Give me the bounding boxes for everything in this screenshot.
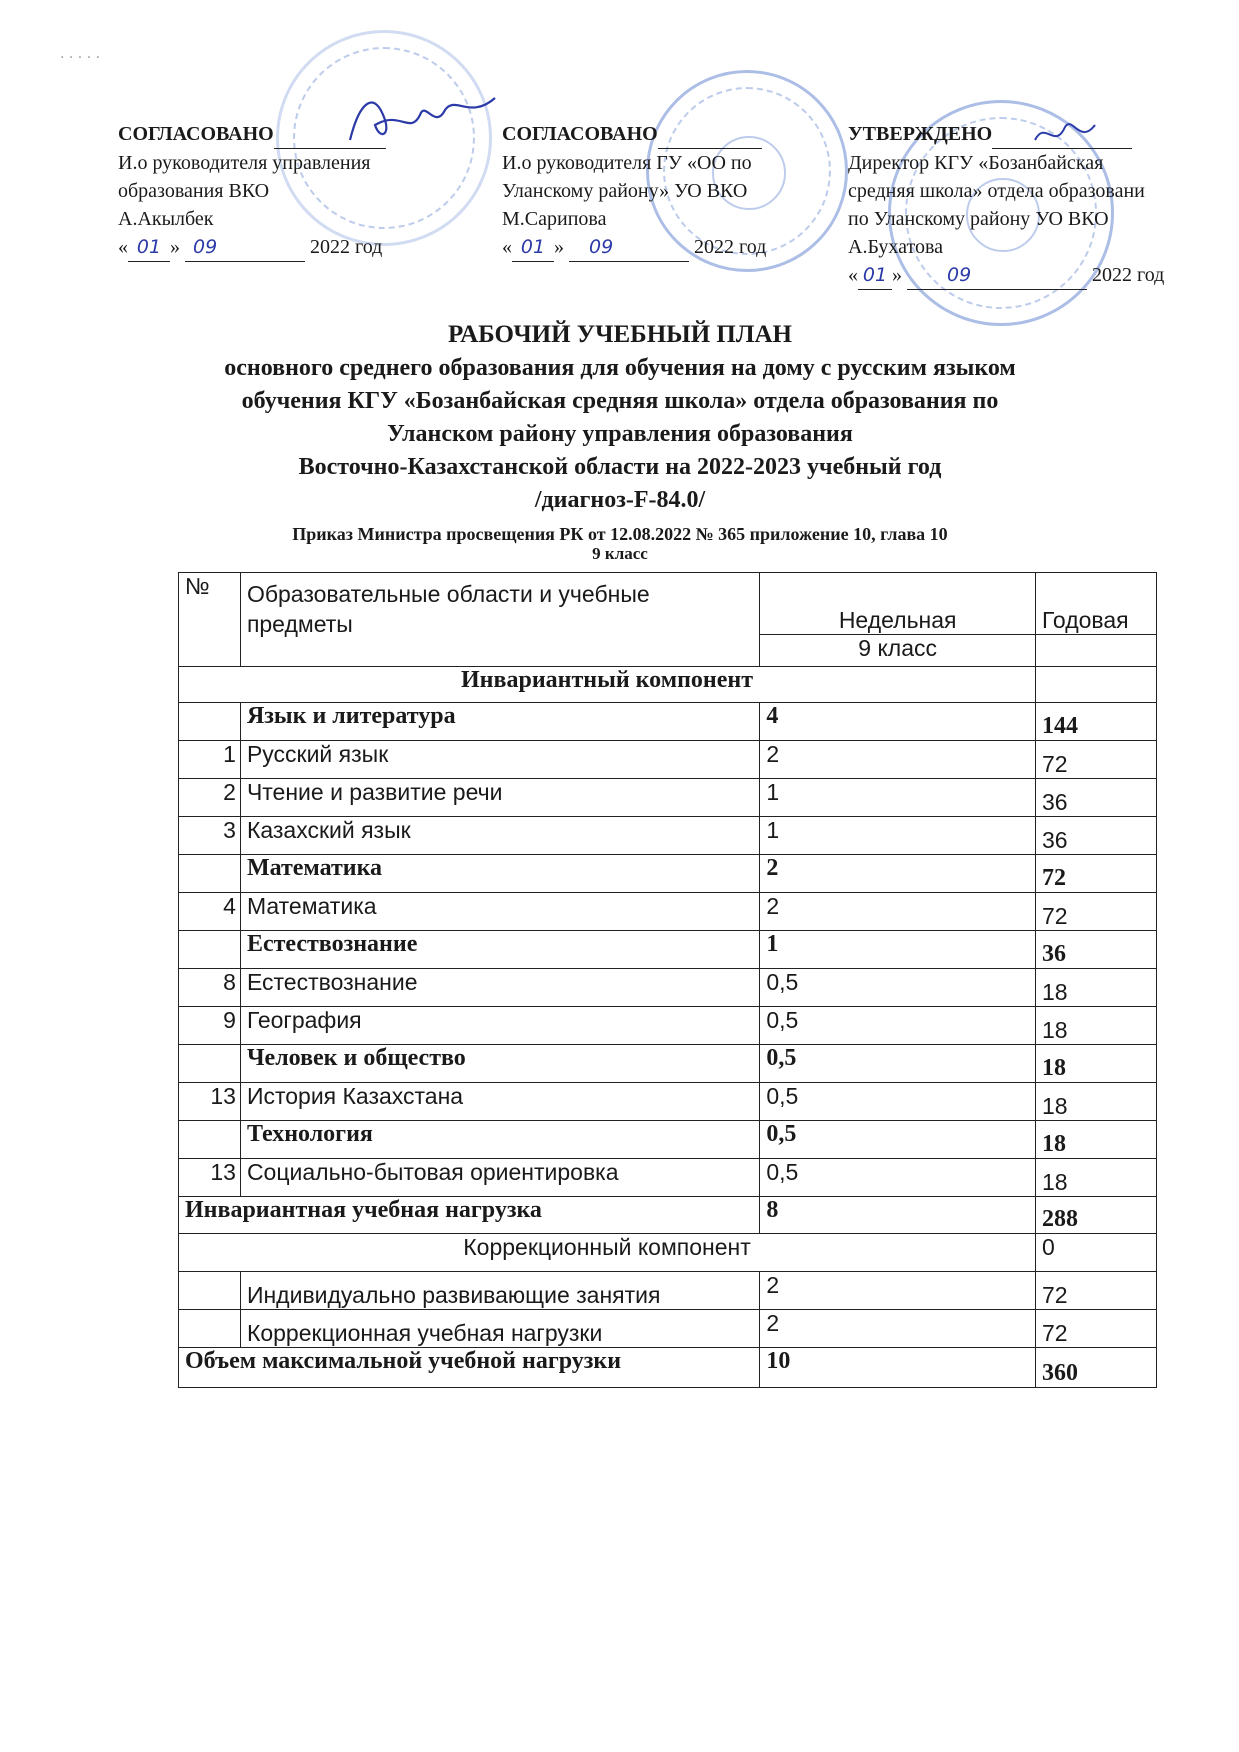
approval-heading: СОГЛАСОВАНО [502,123,658,145]
annual-value: 36 [1036,779,1157,817]
subject-name: Естествознание [240,969,759,1007]
table-row [179,1159,1157,1197]
row-number: 8 [179,969,241,1007]
approval-line: по Уланскому району УО ВКО [848,208,1109,230]
diagnosis-line: /диагноз-F-84.0/ [534,487,706,513]
date-month: 09 [907,261,1087,290]
approval-heading: УТВЕРЖДЕНО [848,123,993,145]
subject-name: История Казахстана [240,1083,759,1121]
row-number: 4 [179,893,241,931]
row-number: 13 [179,1083,241,1121]
table-row [179,1272,1157,1310]
subject-name: Казахский язык [240,817,759,855]
document-title: РАБОЧИЙ УЧЕБНЫЙ ПЛАН [448,321,792,348]
approval-block-2 [502,120,842,262]
weekly-value: 2 [760,1272,1036,1310]
table-row [179,969,1157,1007]
subject-area-name: Естествознание [240,931,759,969]
weekly-value: 0,5 [760,1083,1036,1121]
row-number [179,931,241,969]
weekly-value: 1 [760,817,1036,855]
header-grade: 9 класс [760,635,1036,667]
approval-block-3 [848,120,1228,290]
subject-area-name: Технология [240,1121,759,1159]
row-number: 3 [179,817,241,855]
title-line: Восточно-Казахстанской области на 2022-2023 учебный год [298,454,942,480]
row-number [179,703,241,741]
subject-name: География [240,1007,759,1045]
approval-line: И.о руководителя ГУ «ОО по [502,152,752,174]
weekly-value: 0,5 [760,969,1036,1007]
max-total-row [179,1348,1157,1388]
approval-block-1 [118,120,458,262]
weekly-value: 0,5 [760,1045,1036,1083]
table-row [179,893,1157,931]
subject-area-row [179,855,1157,893]
date-year: 2022 год [1092,264,1165,286]
invariant-total-weekly: 8 [760,1197,1036,1234]
row-number [179,1045,241,1083]
correction-row [179,1234,1157,1272]
max-total-annual: 360 [1036,1348,1157,1388]
annual-value: 18 [1036,1121,1157,1159]
annual-value: 72 [1036,741,1157,779]
subject-area-row [179,1045,1157,1083]
table-row [179,817,1157,855]
table-row [179,779,1157,817]
annual-value: 144 [1036,703,1157,741]
subject-area-name: Человек и общество [240,1045,759,1083]
title-line: Уланском району управления образования [387,421,853,447]
weekly-value: 1 [760,931,1036,969]
weekly-value: 0,5 [760,1121,1036,1159]
annual-value: 18 [1036,1045,1157,1083]
subject-name: Индивидуально развивающие занятия [240,1272,759,1310]
scan-artifact: · · · · · [60,50,101,66]
weekly-value: 0,5 [760,1007,1036,1045]
weekly-value: 0,5 [760,1159,1036,1197]
approval-date: « 01 » 09 2022 год [118,233,458,262]
annual-value: 72 [1036,893,1157,931]
row-number: 13 [179,1159,241,1197]
subject-area-row [179,931,1157,969]
curriculum-table [178,572,1157,1388]
header-weekly: Недельная [760,573,1036,635]
weekly-value: 2 [760,855,1036,893]
table-row [179,1007,1157,1045]
subject-name: Социально-бытовая ориентировка [240,1159,759,1197]
max-total-weekly: 10 [760,1348,1036,1388]
weekly-value: 2 [760,893,1036,931]
date-month: 09 [185,233,305,262]
table-cell [179,1310,241,1348]
title-line: обучения КГУ «Бозанбайская средняя школа» отдела образования по [241,388,999,414]
annual-value: 18 [1036,1007,1157,1045]
approval-line: средняя школа» отдела образовани [848,180,1145,202]
approval-line: М.Сарипова [502,208,607,230]
date-day: 01 [858,261,892,290]
subject-name: Русский язык [240,741,759,779]
weekly-value: 2 [760,1310,1036,1348]
annual-value: 72 [1036,1310,1157,1348]
invariant-total-row [179,1197,1157,1234]
approval-line: Уланскому району» УО ВКО [502,180,748,202]
row-number [179,1121,241,1159]
header-empty [1036,635,1157,667]
weekly-value: 4 [760,703,1036,741]
signature-line [274,120,386,149]
class-label: 9 класс [592,544,648,563]
annual-value: 18 [1036,1083,1157,1121]
header-annual: Годовая [1036,573,1157,635]
table-header-row [179,573,1157,635]
section-row [179,667,1157,703]
table-row [179,1310,1157,1348]
weekly-value: 2 [760,741,1036,779]
row-number [179,855,241,893]
subject-area-row [179,1121,1157,1159]
subject-rows [179,703,1157,1197]
title-line: основного среднего образования для обучения на дому с русским языком [224,355,1016,381]
approval-line: А.Акылбек [118,208,214,230]
approval-line: И.о руководителя управления [118,152,371,174]
correction-component-label: Коррекционный компонент [179,1234,1036,1272]
invariant-total-annual: 288 [1036,1197,1157,1234]
correction-annual: 0 [1036,1234,1157,1272]
date-day: 01 [128,233,170,262]
annual-value: 36 [1036,931,1157,969]
annual-value: 72 [1036,855,1157,893]
row-number: 1 [179,741,241,779]
subject-area-row [179,703,1157,741]
subject-name: Чтение и развитие речи [240,779,759,817]
date-day: 01 [512,233,554,262]
subject-name: Математика [240,893,759,931]
invariant-component-label: Инвариантный компонент [179,667,1036,703]
subject-area-name: Математика [240,855,759,893]
signature-line [658,120,762,149]
invariant-total-label: Инвариантная учебная нагрузка [179,1197,760,1234]
annual-value: 18 [1036,969,1157,1007]
row-number: 9 [179,1007,241,1045]
weekly-value: 1 [760,779,1036,817]
annual-value: 72 [1036,1272,1157,1310]
annual-value: 36 [1036,817,1157,855]
annual-value: 18 [1036,1159,1157,1197]
table-row [179,1083,1157,1121]
table-cell [1036,667,1157,703]
approval-date: « 01 » 09 2022 год [848,261,1228,290]
approval-heading: СОГЛАСОВАНО [118,123,274,145]
date-month: 09 [569,233,689,262]
approval-line: А.Бухатова [848,236,944,258]
approval-line: образования ВКО [118,180,270,202]
document-title-block [100,318,1140,563]
table-row [179,741,1157,779]
approval-date: « 01 » 09 2022 год [502,233,842,262]
table-cell [179,1272,241,1310]
subject-area-name: Язык и литература [240,703,759,741]
date-year: 2022 год [694,236,767,258]
signature-line [992,120,1132,149]
subject-name: Коррекционная учебная нагрузки [240,1310,759,1348]
header-number: № [179,573,241,667]
row-number: 2 [179,779,241,817]
order-reference: Приказ Министра просвещения РК от 12.08.2022 № 365 приложение 10, глава 10 [292,524,948,544]
date-year: 2022 год [310,236,383,258]
approval-line: Директор КГУ «Бозанбайская [848,152,1104,174]
header-subject: Образовательные области и учебные предметы [240,573,759,667]
max-total-label: Объем максимальной учебной нагрузки [179,1348,760,1388]
